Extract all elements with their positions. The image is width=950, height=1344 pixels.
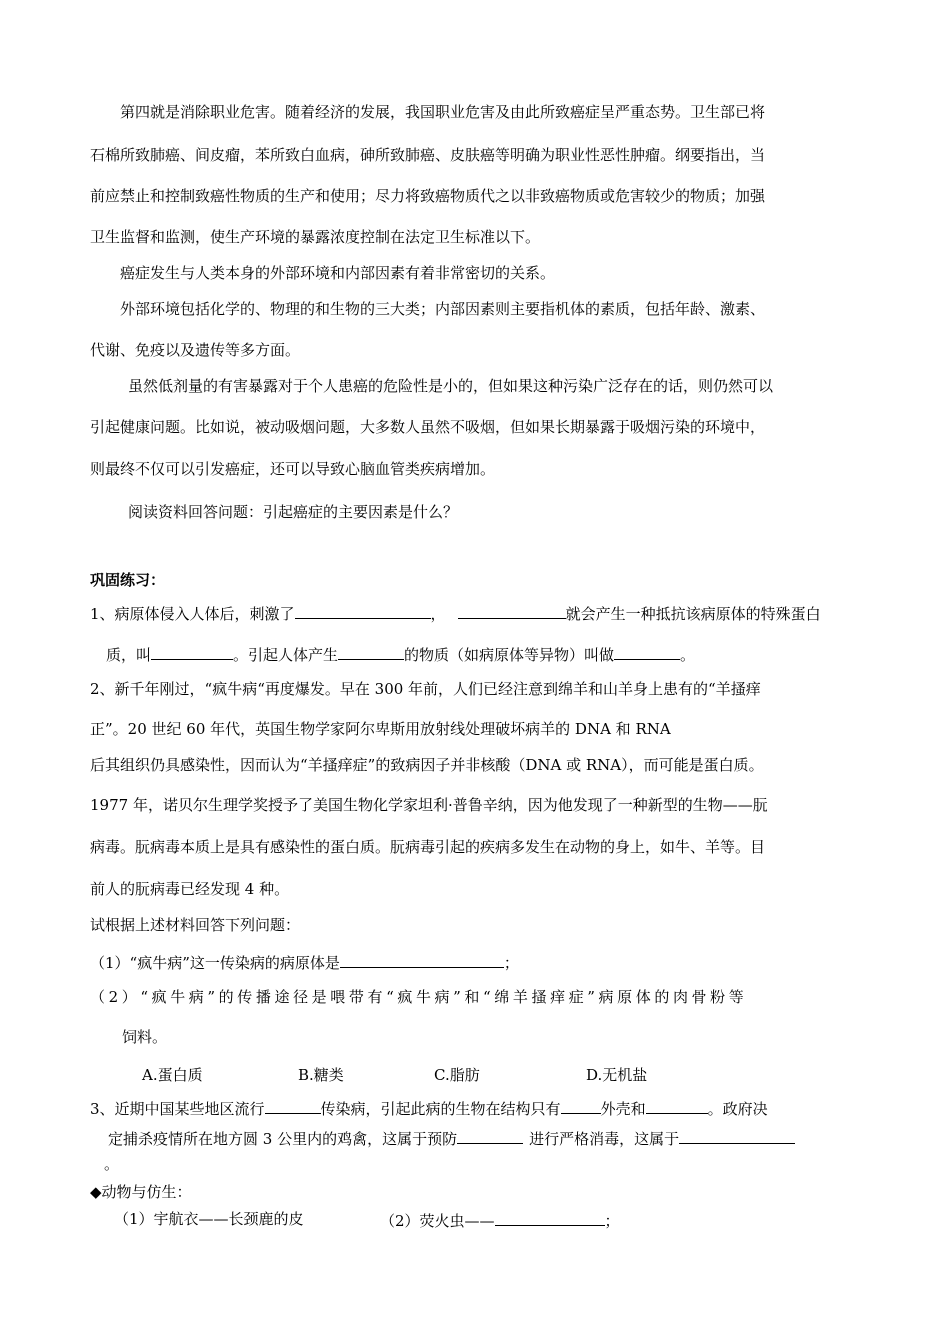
paragraph-4-line-4: 卫生监督和监测，使生产环境的暴露浓度控制在法定卫生标准以下。 — [90, 228, 541, 246]
paragraph-4-line-1: 第四就是消除职业危害。随着经济的发展，我国职业危害及由此所致癌症呈严重态势。卫生部已将 — [120, 103, 766, 121]
q3-blank-3[interactable] — [646, 1097, 708, 1114]
q1-blank-4[interactable] — [338, 643, 404, 660]
question-2-sub-2-line-1: （2）“疯牛病”的传播途径是喂带有“疯牛病”和“绵羊搔痒症”病原体的肉骨粉等 — [90, 988, 748, 1006]
question-2-sub-2-line-2: 饲料。 — [122, 1028, 168, 1046]
question-2-line-2: 正”。20 世纪 60 年代，英国生物学家阿尔卑斯用放射线处理破坏病羊的 DNA 和 RNA — [90, 720, 671, 738]
bionics-item-2-end: ； — [604, 1212, 620, 1230]
question-2-line-5: 病毒。朊病毒本质上是具有感染性的蛋白质。朊病毒引起的疾病多发生在动物的身上，如牛、羊等。目 — [90, 838, 766, 856]
option-c[interactable]: C.脂肪 — [434, 1066, 480, 1084]
bionics-item-2 — [380, 1209, 620, 1231]
q1-blank-3[interactable] — [151, 643, 233, 660]
q2-sub1-blank[interactable] — [340, 951, 504, 968]
q3-text-b: 传染病，引起此病的生物在结构只有 — [320, 1100, 561, 1118]
q3-blank-5[interactable] — [679, 1127, 795, 1144]
q3-blank-4[interactable] — [457, 1127, 523, 1144]
q1-text-e: 。引起人体产生 — [233, 646, 339, 664]
q3-text-e: 定捕杀疫情所在地方圆 3 公里内的鸡禽，这属于预防 — [108, 1130, 458, 1148]
option-a[interactable]: A.蛋白质 — [142, 1066, 203, 1084]
bionics-item-1: （1）宇航衣——长颈鹿的皮 — [114, 1210, 304, 1228]
question-2-line-4: 1977 年，诺贝尔生理学奖授予了美国生物化学家坦利·普鲁辛纳，因为他发现了一种新型的生物——朊 — [90, 796, 768, 814]
option-b[interactable]: B.糖类 — [298, 1066, 344, 1084]
paragraph-7-line-2: 引起健康问题。比如说，被动吸烟问题，大多数人虽然不吸烟，但如果长期暴露于吸烟污染的环境中， — [90, 418, 766, 436]
paragraph-6-line-1: 外部环境包括化学的、物理的和生物的三大类；内部因素则主要指机体的素质，包括年龄、激素、 — [120, 300, 766, 318]
question-3-line-3: 。 — [104, 1155, 120, 1173]
q1-text-a: 1、病原体侵入人体后，刺激了 — [90, 605, 295, 623]
q1-blank-5[interactable] — [614, 643, 680, 660]
q1-text-g: 。 — [680, 646, 696, 664]
q1-blank-1[interactable] — [295, 602, 431, 619]
q3-text-d: 。政府决 — [707, 1100, 768, 1118]
paragraph-4-line-3: 前应禁止和控制致癌性物质的生产和使用；尽力将致癌物质代之以非致癌物质或危害较少的物质；加强 — [90, 187, 766, 205]
bionics-item-2-text: （2）荧火虫—— — [380, 1212, 495, 1230]
paragraph-7-line-1: 虽然低剂量的有害暴露对于个人患癌的危险性是小的，但如果这种污染广泛存在的话，则仍然可以 — [128, 377, 774, 395]
reading-question: 阅读资料回答问题：引起癌症的主要因素是什么？ — [128, 503, 459, 521]
question-1-line-2 — [106, 643, 695, 665]
q3-text-a: 3、近期中国某些地区流行 — [90, 1100, 265, 1118]
question-1-line-1 — [90, 602, 821, 624]
paragraph-6-line-2: 代谢、免疫以及遗传等多方面。 — [90, 341, 301, 359]
bionics-item-2-blank[interactable] — [495, 1209, 605, 1226]
paragraph-5: 癌症发生与人类本身的外部环境和内部因素有着非常密切的关系。 — [120, 264, 556, 282]
q3-text-c: 外壳和 — [600, 1100, 646, 1118]
q1-blank-2[interactable] — [458, 602, 566, 619]
q1-text-f: 的物质（如病原体等异物）叫做 — [404, 646, 615, 664]
question-2-line-7: 试根据上述材料回答下列问题： — [90, 916, 301, 934]
exercises-heading: 巩固练习： — [90, 571, 166, 589]
question-2-line-6: 前人的朊病毒已经发现 4 种。 — [90, 880, 290, 898]
paragraph-4-line-2: 石棉所致肺癌、间皮瘤，苯所致白血病，砷所致肺癌、皮肤癌等明确为职业性恶性肿瘤。纲要指出，当 — [90, 146, 766, 164]
q3-blank-1[interactable] — [265, 1097, 321, 1114]
question-2-line-1: 2、新千年刚过，“疯牛病“再度爆发。早在 300 年前，人们已经注意到绵羊和山羊身上患有的“羊搔痒 — [90, 680, 761, 698]
question-3-line-1 — [90, 1097, 768, 1119]
option-d[interactable]: D.无机盐 — [586, 1066, 648, 1084]
question-2-line-3: 后其组织仍具感染性，因而认为“羊搔痒症”的致病因子并非核酸（DNA 或 RNA），而可能是蛋白质。 — [90, 756, 764, 774]
q3-text-f: 进行严格消毒，这属于 — [529, 1130, 680, 1148]
q3-blank-2[interactable] — [561, 1097, 601, 1114]
q1-text-d: 质，叫 — [106, 646, 152, 664]
q2-sub1-text: （1）“疯牛病”这一传染病的病原体是 — [90, 954, 340, 972]
paragraph-7-line-3: 则最终不仅可以引发癌症，还可以导致心脑血管类疾病增加。 — [90, 460, 496, 478]
q2-sub1-end: ； — [503, 954, 519, 972]
question-3-line-2 — [108, 1127, 795, 1149]
bionics-heading: ◆动物与仿生： — [90, 1183, 192, 1201]
question-2-sub-1 — [90, 951, 519, 973]
q1-text-c: 就会产生一种抵抗该病原体的特殊蛋白 — [565, 605, 821, 623]
q1-text-b: ， — [430, 605, 446, 623]
